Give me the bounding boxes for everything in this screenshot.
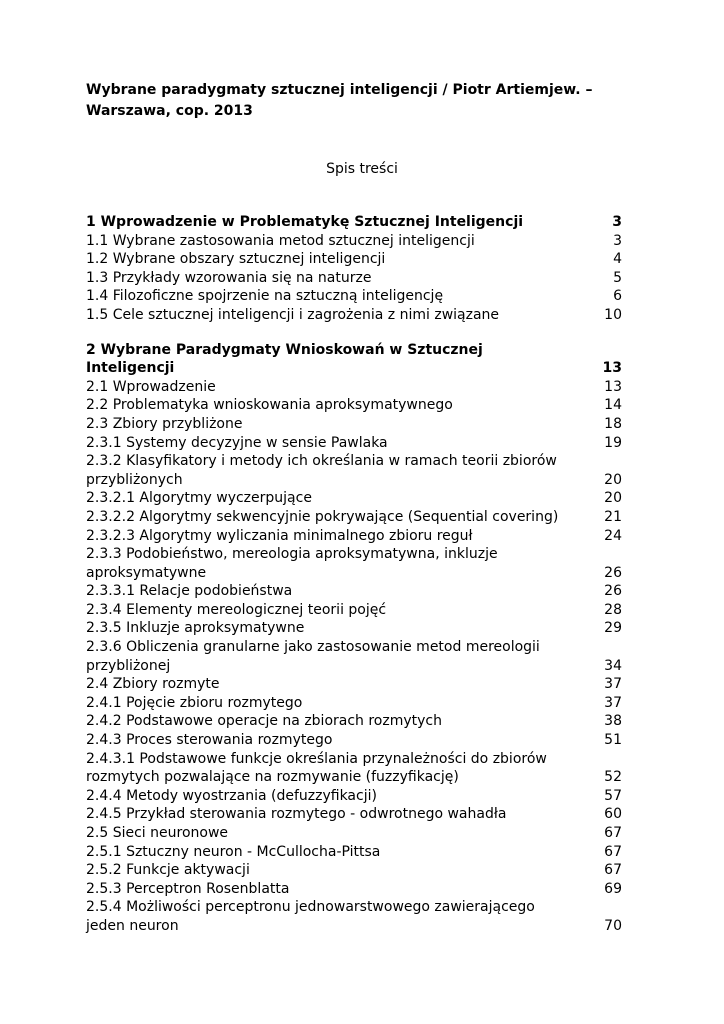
toc-entry-title: 2.3 Zbiory przybliżone [86, 415, 243, 432]
toc-entry-title: 2.3.4 Elementy mereologicznej teorii pojęć [86, 601, 387, 618]
toc-entry-page: 60 [604, 806, 622, 823]
toc-entry [86, 378, 622, 397]
toc-entry [86, 545, 622, 582]
toc-entry [86, 880, 622, 899]
toc-entry [86, 731, 622, 750]
toc-entry [86, 582, 622, 601]
toc-entry [86, 306, 622, 325]
toc-entry [86, 712, 622, 731]
toc-entry-page: 37 [604, 676, 622, 693]
toc-entry [86, 694, 622, 713]
toc-entry [86, 434, 622, 453]
toc-entry [86, 269, 622, 288]
toc-entry [86, 287, 622, 306]
toc-entry [86, 898, 622, 935]
toc-entry-title: 2.4.2 Podstawowe operacje na zbiorach rozmytych [86, 713, 442, 730]
toc-entry [86, 619, 622, 638]
toc-entry-page: 67 [604, 843, 622, 860]
toc-entry-title: 2.1 Wprowadzenie [86, 378, 216, 395]
toc-entry [86, 824, 622, 843]
toc-entry [86, 489, 622, 508]
toc-entry-page: 13 [602, 360, 622, 377]
table-of-contents [86, 213, 622, 936]
toc-entry-title: 2.5.4 Możliwości perceptronu jednowarstwowego zawierającego jeden neuron [86, 899, 535, 934]
section-gap [86, 325, 622, 341]
toc-entry-title: 2.3.2.2 Algorytmy sekwencyjnie pokrywające (Sequential covering) [86, 508, 559, 525]
toc-entry-title: 2.4 Zbiory rozmyte [86, 676, 220, 693]
toc-entry-page: 28 [604, 601, 622, 618]
toc-chapter-entry [86, 213, 622, 232]
toc-entry-page: 67 [604, 862, 622, 879]
toc-entry-page: 52 [604, 769, 622, 786]
toc-entry-title: 2.3.6 Obliczenia granularne jako zastosowanie metod mereologii przybliżonej [86, 639, 540, 674]
toc-entry [86, 232, 622, 251]
toc-entry-title: 2.4.4 Metody wyostrzania (defuzzyfikacji) [86, 787, 377, 804]
toc-entry [86, 638, 622, 675]
toc-entry-title: 2.5 Sieci neuronowe [86, 825, 229, 841]
toc-entry-page: 5 [613, 269, 622, 286]
toc-entry-page: 14 [604, 397, 622, 414]
toc-entry [86, 675, 622, 694]
toc-entry-page: 24 [604, 527, 622, 544]
toc-entry-title: 2.3.2 Klasyfikatory i metody ich określania w ramach teorii zbiorów przybliżonych [86, 453, 557, 488]
toc-entry-title: 2.4.3.1 Podstawowe funkcje określania przynależności do zbiorów rozmytych pozwalające na rozmywanie (fuzzyfikację) [86, 750, 547, 786]
header-line-2: Warszawa, cop. 2013 [86, 103, 253, 119]
toc-entry [86, 250, 622, 269]
toc-entry-page: 70 [604, 917, 622, 934]
toc-entry-page: 3 [613, 232, 622, 249]
toc-chapter-entry [86, 341, 622, 378]
toc-entry [86, 601, 622, 620]
header-line-1: Wybrane paradygmaty sztucznej inteligencji / Piotr Artiemjew. – [86, 82, 593, 98]
toc-entry-page: 4 [613, 251, 622, 268]
toc-entry-page: 18 [604, 415, 622, 432]
toc-entry-title: 2.3.3 Podobieństwo, mereologia aproksymatywna, inkluzje aproksymatywne [86, 546, 498, 581]
toc-entry-page: 19 [604, 434, 622, 451]
toc-entry [86, 843, 622, 862]
toc-entry-title: 2.2 Problematyka wnioskowania aproksymatywnego [86, 397, 453, 414]
toc-entry-page: 57 [604, 787, 622, 804]
toc-entry [86, 861, 622, 880]
toc-entry-page: 26 [604, 564, 622, 581]
toc-entry-title: 2.5.1 Sztuczny neuron - McCullocha-Pittsa [86, 843, 381, 860]
toc-entry-page: 67 [604, 825, 622, 841]
toc-entry-title: 1.2 Wybrane obszary sztucznej inteligencji [86, 251, 386, 268]
toc-entry [86, 508, 622, 527]
toc-entry-title: 1 Wprowadzenie w Problematykę Sztucznej Inteligencji [86, 214, 524, 230]
toc-entry [86, 787, 622, 806]
toc-entry-page: 69 [604, 880, 622, 897]
toc-entry-page: 21 [604, 508, 622, 525]
toc-entry-page: 6 [613, 288, 622, 305]
bibliographic-header [86, 80, 646, 122]
toc-title: Spis treści [326, 161, 398, 177]
toc-entry-title: 2.4.5 Przykład sterowania rozmytego - odwrotnego wahadła [86, 806, 507, 823]
toc-entry-page: 34 [604, 657, 622, 674]
toc-entry [86, 527, 622, 546]
toc-entry-title: 2.3.2.1 Algorytmy wyczerpujące [86, 490, 312, 507]
toc-entry-page: 37 [604, 694, 622, 711]
toc-entry-title: 2.5.2 Funkcje aktywacji [86, 862, 250, 879]
toc-entry-title: 2.3.5 Inkluzje aproksymatywne [86, 620, 305, 637]
toc-entry-page: 20 [604, 490, 622, 507]
toc-entry-title: 2.4.1 Pojęcie zbioru rozmytego [86, 694, 303, 711]
toc-entry-title: 1.3 Przykłady wzorowania się na naturze [86, 269, 372, 286]
toc-entry-title: 2.4.3 Proces sterowania rozmytego [86, 732, 333, 749]
toc-entry-page: 29 [604, 620, 622, 637]
toc-entry-page: 51 [604, 732, 622, 749]
toc-entry-title: 2.5.3 Perceptron Rosenblatta [86, 880, 290, 897]
toc-entry-title: 1.1 Wybrane zastosowania metod sztucznej inteligencji [86, 232, 475, 249]
toc-entry-title: 2 Wybrane Paradygmaty Wnioskowań w Sztucznej Inteligencji [86, 341, 483, 377]
toc-entry-page: 38 [604, 713, 622, 730]
toc-entry-title: 2.3.2.3 Algorytmy wyliczania minimalnego zbioru reguł [86, 527, 473, 544]
toc-entry [86, 415, 622, 434]
toc-entry-page: 26 [604, 583, 622, 600]
toc-entry-title: 1.4 Filozoficzne spojrzenie na sztuczną inteligencję [86, 288, 444, 305]
toc-entry [86, 452, 622, 489]
toc-entry-page: 3 [612, 214, 622, 230]
toc-entry-title: 2.3.3.1 Relacje podobieństwa [86, 583, 293, 600]
toc-entry-title: 2.3.1 Systemy decyzyjne w sensie Pawlaka [86, 434, 388, 451]
toc-entry [86, 396, 622, 415]
toc-entry-title: 1.5 Cele sztucznej inteligencji i zagrożenia z nimi związane [86, 306, 500, 323]
toc-entry [86, 750, 622, 787]
toc-entry [86, 805, 622, 824]
toc-entry-page: 13 [604, 378, 622, 395]
toc-entry-page: 20 [604, 471, 622, 488]
toc-entry-page: 10 [604, 306, 622, 323]
